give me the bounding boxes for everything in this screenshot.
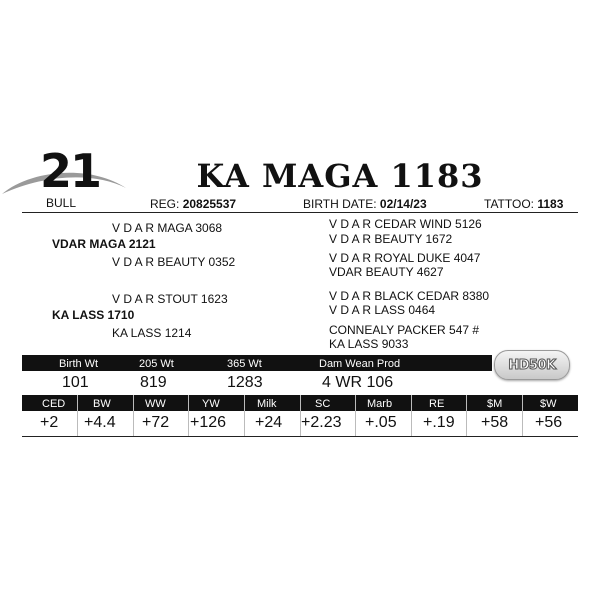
- ggp-4: VDAR BEAUTY 4627: [329, 265, 444, 279]
- epd-header-sc: SC: [315, 398, 331, 410]
- perf-header-dam-wean: Dam Wean Prod: [319, 358, 401, 370]
- tattoo-value: 1183: [537, 197, 564, 211]
- dam: KA LASS 1710: [52, 308, 135, 322]
- perf-205-wt: 819: [140, 374, 167, 391]
- epd-milk: +24: [255, 414, 283, 431]
- sire-sire: V D A R MAGA 3068: [112, 221, 223, 235]
- epd-header-ced: CED: [42, 398, 66, 410]
- epd-header-w: $W: [540, 398, 557, 410]
- ggp-5: V D A R BLACK CEDAR 8380: [329, 289, 490, 303]
- tattoo: [484, 197, 563, 211]
- animal-name: KA MAGA 1183: [196, 157, 484, 195]
- perf-birth-wt: 101: [62, 374, 89, 391]
- epd-re: +.19: [423, 414, 455, 431]
- epd-bw: +4.4: [84, 414, 116, 431]
- epd-sc: +2.23: [301, 414, 342, 431]
- header-divider: [22, 212, 578, 213]
- epd-m: +58: [481, 414, 509, 431]
- dam-dam: KA LASS 1214: [112, 326, 192, 340]
- ggp-7: CONNEALY PACKER 547 #: [329, 323, 480, 337]
- ggp-8: KA LASS 9033: [329, 337, 409, 351]
- epd-header-marb: Marb: [367, 398, 393, 410]
- epd-header-yw: YW: [202, 398, 220, 410]
- table-bottom-border: [22, 436, 578, 437]
- perf-header-365-wt: 365 Wt: [227, 358, 262, 370]
- sire-dam: V D A R BEAUTY 0352: [112, 255, 236, 269]
- registration: [150, 197, 236, 211]
- reg-label: REG:: [150, 197, 180, 211]
- epd-ced: +2: [40, 414, 59, 431]
- ggp-3: V D A R ROYAL DUKE 4047: [329, 251, 481, 265]
- performance-values: [22, 374, 492, 394]
- sire: VDAR MAGA 2121: [52, 237, 156, 251]
- dam-sire: V D A R STOUT 1623: [112, 292, 228, 306]
- epd-w: +56: [535, 414, 563, 431]
- ggp-6: V D A R LASS 0464: [329, 303, 436, 317]
- birth-date: [303, 197, 427, 211]
- tattoo-label: TATTOO:: [484, 197, 534, 211]
- epd-header-m: $M: [487, 398, 503, 410]
- ggp-1: V D A R CEDAR WIND 5126: [329, 217, 482, 231]
- epd-yw: +126: [190, 414, 227, 431]
- hd50k-badge-label: HD50K: [508, 357, 556, 373]
- epd-marb: +.05: [365, 414, 397, 431]
- lot-number: 21: [40, 144, 101, 198]
- epd-ww: +72: [142, 414, 170, 431]
- hd50k-badge: [494, 350, 570, 380]
- epd-values: [22, 414, 578, 434]
- reg-value: 20825537: [182, 197, 237, 211]
- epd-header-ww: WW: [145, 398, 166, 410]
- ggp-2: V D A R BEAUTY 1672: [329, 232, 453, 246]
- epd-header-re: RE: [429, 398, 445, 410]
- perf-header-205-wt: 205 Wt: [139, 358, 174, 370]
- birth-label: BIRTH DATE:: [303, 197, 377, 211]
- birth-value: 02/14/23: [379, 197, 427, 211]
- performance-header-bar: [22, 355, 492, 371]
- perf-365-wt: 1283: [227, 374, 263, 391]
- epd-header-milk: Milk: [257, 398, 277, 410]
- epd-header-bw: BW: [93, 398, 111, 410]
- perf-dam-wean: 4 WR 106: [322, 374, 394, 391]
- perf-header-birth-wt: Birth Wt: [59, 358, 99, 370]
- sex-label: BULL: [46, 196, 77, 210]
